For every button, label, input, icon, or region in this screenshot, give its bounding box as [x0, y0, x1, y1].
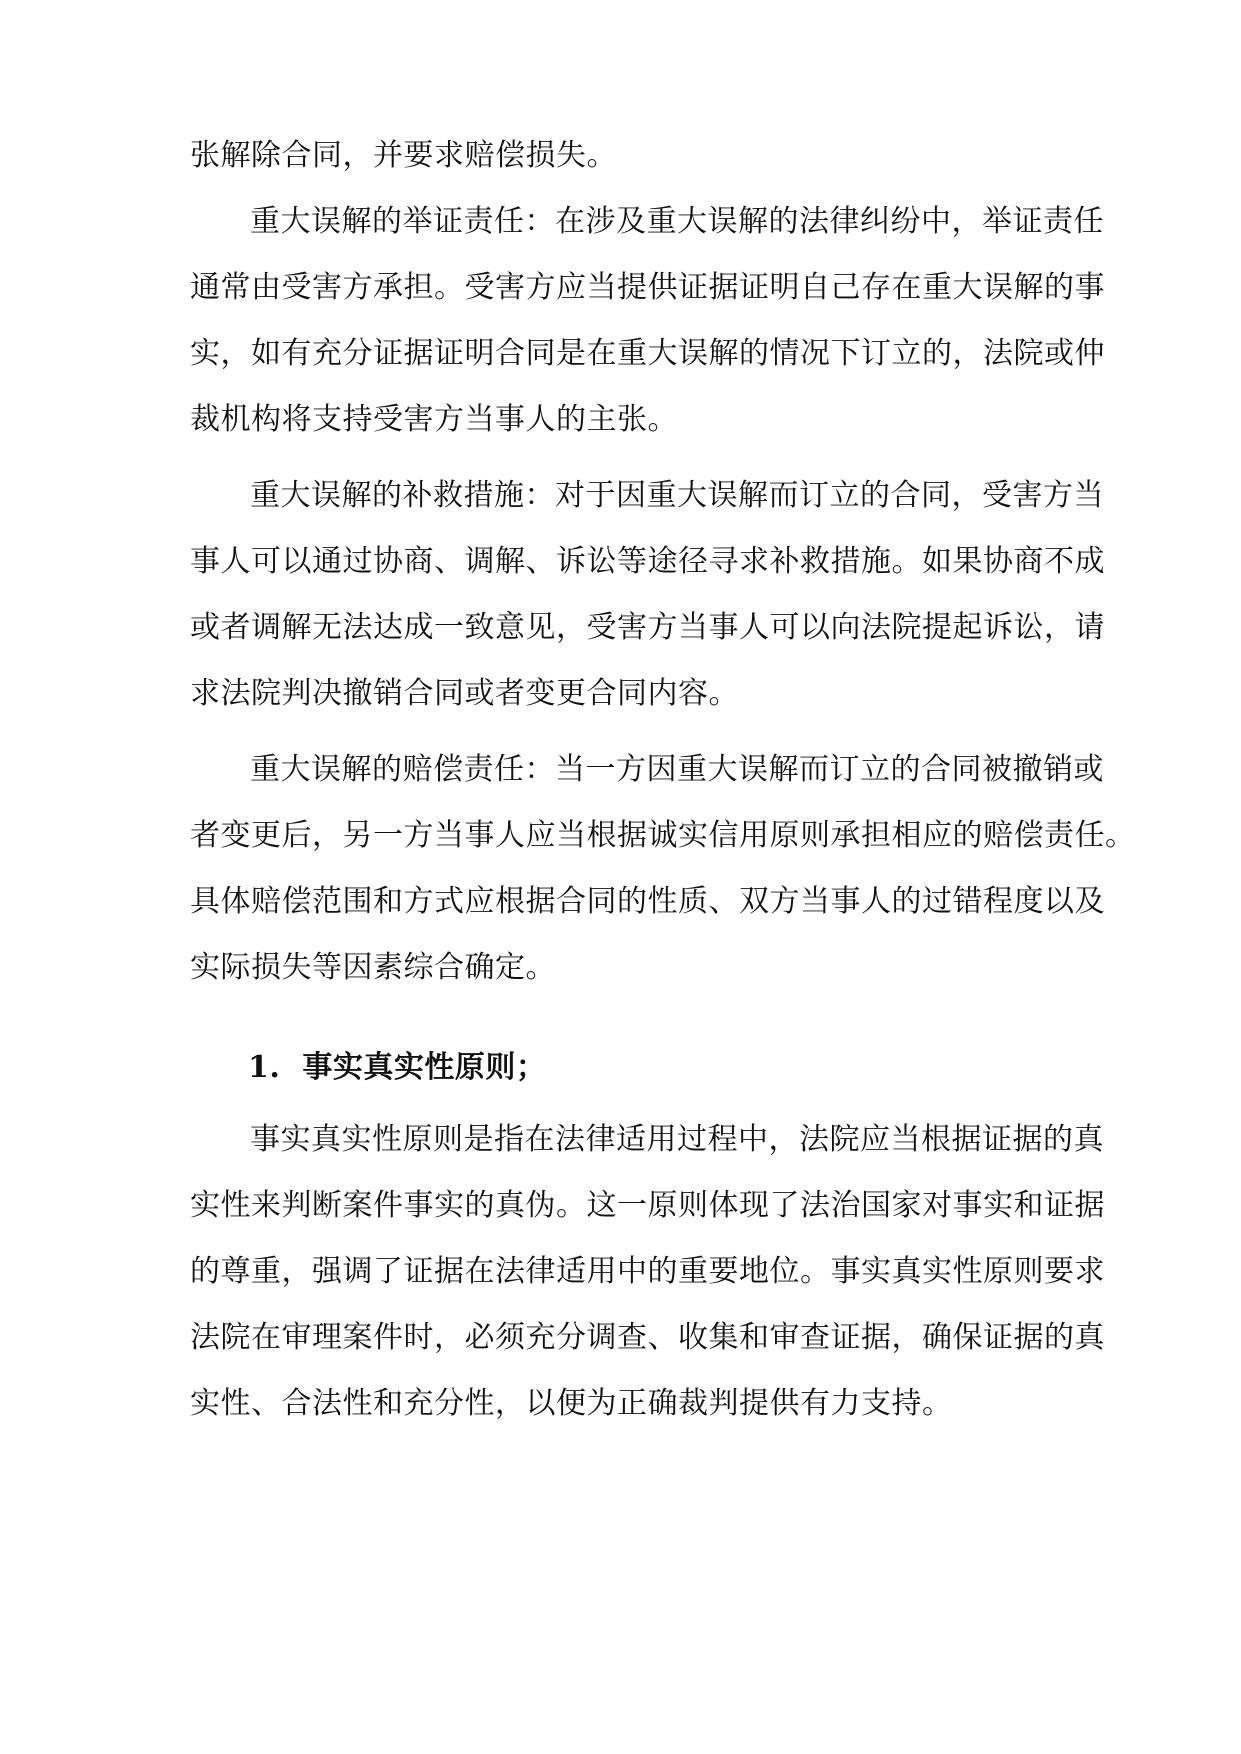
paragraph-line: 实性来判断案件事实的真伪。这一原则体现了法治国家对事实和证据	[190, 1188, 1105, 1223]
section-heading	[248, 1048, 546, 1088]
paragraph-line: 或者调解无法达成一致意见，受害方当事人可以向法院提起诉讼，请	[190, 610, 1105, 645]
paragraph-line: 实性、合法性和充分性，以便为正确裁判提供有力支持。	[190, 1386, 953, 1421]
paragraph-line: 重大误解的补救措施：对于因重大误解而订立的合同，受害方当	[250, 478, 1104, 513]
paragraph-line: 事人可以通过协商、调解、诉讼等途径寻求补救措施。如果协商不成	[190, 544, 1105, 579]
paragraph-line: 具体赔偿范围和方式应根据合同的性质、双方当事人的过错程度以及	[190, 884, 1105, 919]
paragraph-line: 通常由受害方承担。受害方应当提供证据证明自己存在重大误解的事	[190, 270, 1105, 305]
paragraph-line: 事实真实性原则是指在法律适用过程中，法院应当根据证据的真	[250, 1122, 1104, 1157]
section-heading-title: 事实真实性原则；	[302, 1050, 547, 1085]
paragraph-line: 法院在审理案件时，必须充分调查、收集和审查证据，确保证据的真	[190, 1320, 1105, 1355]
section-heading-number: 1.	[248, 1050, 281, 1085]
paragraph-line: 求法院判决撤销合同或者变更合同内容。	[190, 676, 739, 711]
paragraph-line: 的尊重，强调了证据在法律适用中的重要地位。事实真实性原则要求	[190, 1254, 1105, 1289]
paragraph-line: 实际损失等因素综合确定。	[190, 950, 556, 985]
paragraph-line: 张解除合同，并要求赔偿损失。	[190, 138, 617, 173]
paragraph-line: 者变更后，另一方当事人应当根据诚实信用原则承担相应的赔偿责任。	[190, 818, 1136, 853]
paragraph-line: 实，如有充分证据证明合同是在重大误解的情况下订立的，法院或仲	[190, 336, 1105, 371]
paragraph-line: 裁机构将支持受害方当事人的主张。	[190, 402, 678, 437]
paragraph-line: 重大误解的赔偿责任：当一方因重大误解而订立的合同被撤销或	[250, 752, 1104, 787]
paragraph-line: 重大误解的举证责任：在涉及重大误解的法律纠纷中，举证责任	[250, 204, 1104, 239]
